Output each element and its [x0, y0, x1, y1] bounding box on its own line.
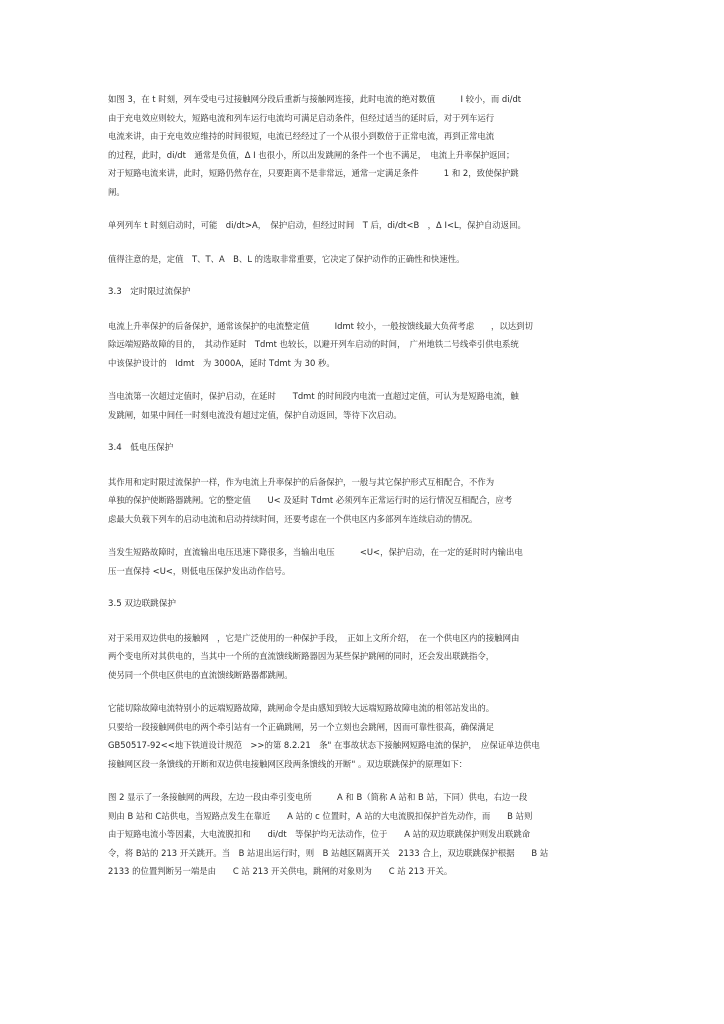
- paragraph-gap: [108, 372, 618, 387]
- paragraph-line: 图 2 显示了一条接触网的两段，左边一段由牵引变电所 A 和 B（简称 A 站和 B 站，下同）供电，右边一段: [108, 792, 528, 802]
- paragraph-gap: [108, 528, 618, 543]
- paragraph-line: 电流上升率保护的后备保护，通常该保护的电流整定值 Idmt 较小，一般按馈线最大负荷考虑 ，以达到切: [108, 320, 533, 331]
- paragraph-gap: [108, 458, 618, 473]
- paragraph: [108, 473, 618, 529]
- paragraph-line: 对于短路电流来讲，此时，短路仍然存在，只要距离不是非常远，通常一定满足条件 1 和 2，致使保护跳: [108, 168, 519, 178]
- paragraph: [108, 543, 618, 580]
- paragraph-gap: [108, 302, 618, 317]
- heading-text: 3.3 定时限过流保护: [108, 287, 191, 297]
- paragraph-line: 单独的保护使断路器跳闸。它的整定值 U< 及延时 Tdmt 必须列车正常运行时的运行情况互相配合，应考: [108, 495, 513, 505]
- paragraph-gap: [108, 614, 618, 629]
- paragraph-line: 2133 的位置判断另一端是由 C 站 213 开关供电，跳闸的对象则为 C 站 213 开关。: [108, 866, 453, 876]
- paragraph-line: 当发生短路故障时，直流输出电压迅速下降很多，当输出电压 <U<，保护启动，在一定的延时时内输出电: [108, 547, 523, 557]
- section-heading: [108, 595, 618, 614]
- paragraph-gap: [108, 580, 618, 595]
- paragraph-line: 压一直保持 <U<，则低电压保护发出动作信号。: [108, 565, 291, 576]
- paragraph: [108, 216, 618, 235]
- paragraph: [108, 629, 618, 685]
- paragraph-line: 虑最大负载下列车的启动电流和启动持续时间，还要考虑在一个供电区内多部列车连续启动的情况。: [108, 513, 478, 524]
- paragraph-line: 对于采用双边供电的接触网 ，它是广泛使用的一种保护手段， 正如上文所介绍， 在一个供电区内的接触网由: [108, 632, 520, 643]
- paragraph-gap: [108, 773, 618, 788]
- paragraph-line: 电流来讲，由于充电效应维持的时间很短，电流已经经过了一个从很小到数倍于正常电流，再到正常电流: [108, 131, 495, 141]
- paragraph-line: 中该保护设计的 Idmt 为 3000A，延时 Tdmt 为 30 秒。: [108, 357, 335, 368]
- paragraph-line: GB50517-92<<地下铁道设计规范 >>的第 8.2.21 条" 在事故状态下接触网短路电流的保护， 应保证单边供电: [108, 740, 540, 750]
- paragraph-line: 的过程，此时，di/dt 通常是负值，Δ I 也很小，所以出发跳闸的条件一个也不满足， 电流上升率保护返回；: [108, 149, 515, 160]
- paragraph-line: 由于充电效应则较大，短路电流和列车运行电流均可满足启动条件，但经过适当的延时后，对于列车运行: [108, 112, 495, 123]
- paragraph-line: 接触网区段一条馈线的开断和双边供电接触网区段两条馈线的开断" 。双边联跳保护的原理如下：: [108, 758, 468, 769]
- paragraph-line: 使另同一个供电区供电的直流馈线断路器都跳闸。: [108, 669, 293, 680]
- paragraph-line: 单列列车 t 时刻启动时，可能 di/dt>A， 保护启动，但经过时间 T 后，di/dt<B ，Δ I<L，保护自动返回。: [108, 220, 526, 230]
- section-heading: [108, 283, 618, 302]
- paragraph: [108, 250, 618, 269]
- paragraph-line: 两个变电所对其供电的，当其中一个所的直流馈线断路器因为某些保护跳闸的同时，还会发出联跳指令，: [108, 651, 495, 661]
- document-body: [108, 90, 618, 881]
- paragraph-line: 如图 3，在 t 时刻，列车受电弓过接触网分段后重新与接触网连接，此时电流的绝对数值 I 较小，而 di/dt: [108, 94, 522, 104]
- paragraph: [108, 387, 618, 424]
- heading-text: 3.4 低电压保护: [108, 443, 174, 453]
- paragraph-line: 当电流第一次超过定值时，保护启动，在延时 Tdmt 的时间段内电流一直超过定值，可认为是短路电流，触: [108, 391, 519, 401]
- paragraph-line: 令，将 B站的 213 开关跳开。当 B 站退出运行时，则 B 站越区隔离开关 2133 合上，双边联跳保护根据 B 站: [108, 847, 549, 858]
- section-heading: [108, 439, 618, 458]
- paragraph: [108, 90, 618, 201]
- paragraph-line: 发跳闸，如果中间任一时刻电流没有超过定值，保护自动返回，等待下次启动。: [108, 409, 402, 420]
- paragraph-gap: [108, 684, 618, 699]
- paragraph-line: 其作用和定时限过流保护一样，作为电流上升率保护的后备保护，一般与其它保护形式互相配合，不作为: [108, 476, 495, 487]
- paragraph: [108, 788, 618, 881]
- heading-text: 3.5 双边联跳保护: [108, 599, 176, 609]
- paragraph-gap: [108, 201, 618, 216]
- paragraph-gap: [108, 235, 618, 250]
- paragraph-gap: [108, 268, 618, 283]
- paragraph: [108, 317, 618, 373]
- paragraph-line: 则由 B 站和 C站供电，当短路点发生在靠近 A 站的 c 位置时，A 站的大电流脱扣保护首先动作，而 B 站则: [108, 810, 533, 821]
- paragraph-line: 除远端短路故障的目的， 其动作延时 Tdmt 也较长，以避开列车启动的时间， 广州地铁二号线牵引供电系统: [108, 339, 519, 349]
- paragraph-line: 由于短路电流小等因素，大电流脱扣和 di/dt 等保护均无法动作，位于 A 站的双边联跳保护则发出联跳命: [108, 829, 531, 839]
- paragraph-line: 值得注意的是，定值 T、T、A B、L 的选取非常重要，它决定了保护动作的正确性和快速性。: [108, 253, 465, 264]
- paragraph-line: 闸。: [108, 186, 125, 197]
- paragraph-gap: [108, 424, 618, 439]
- paragraph-line: 只要给一段接触网供电的两个牵引站有一个正确跳闸，另一个立刻也会跳闸，因而可靠性很高，确保满足: [108, 721, 495, 732]
- paragraph: [108, 699, 618, 773]
- paragraph-line: 它能切除故障电流特别小的远端短路故障，跳闸命令是由感知到较大远端短路故障电流的相邻站发出的。: [108, 703, 495, 713]
